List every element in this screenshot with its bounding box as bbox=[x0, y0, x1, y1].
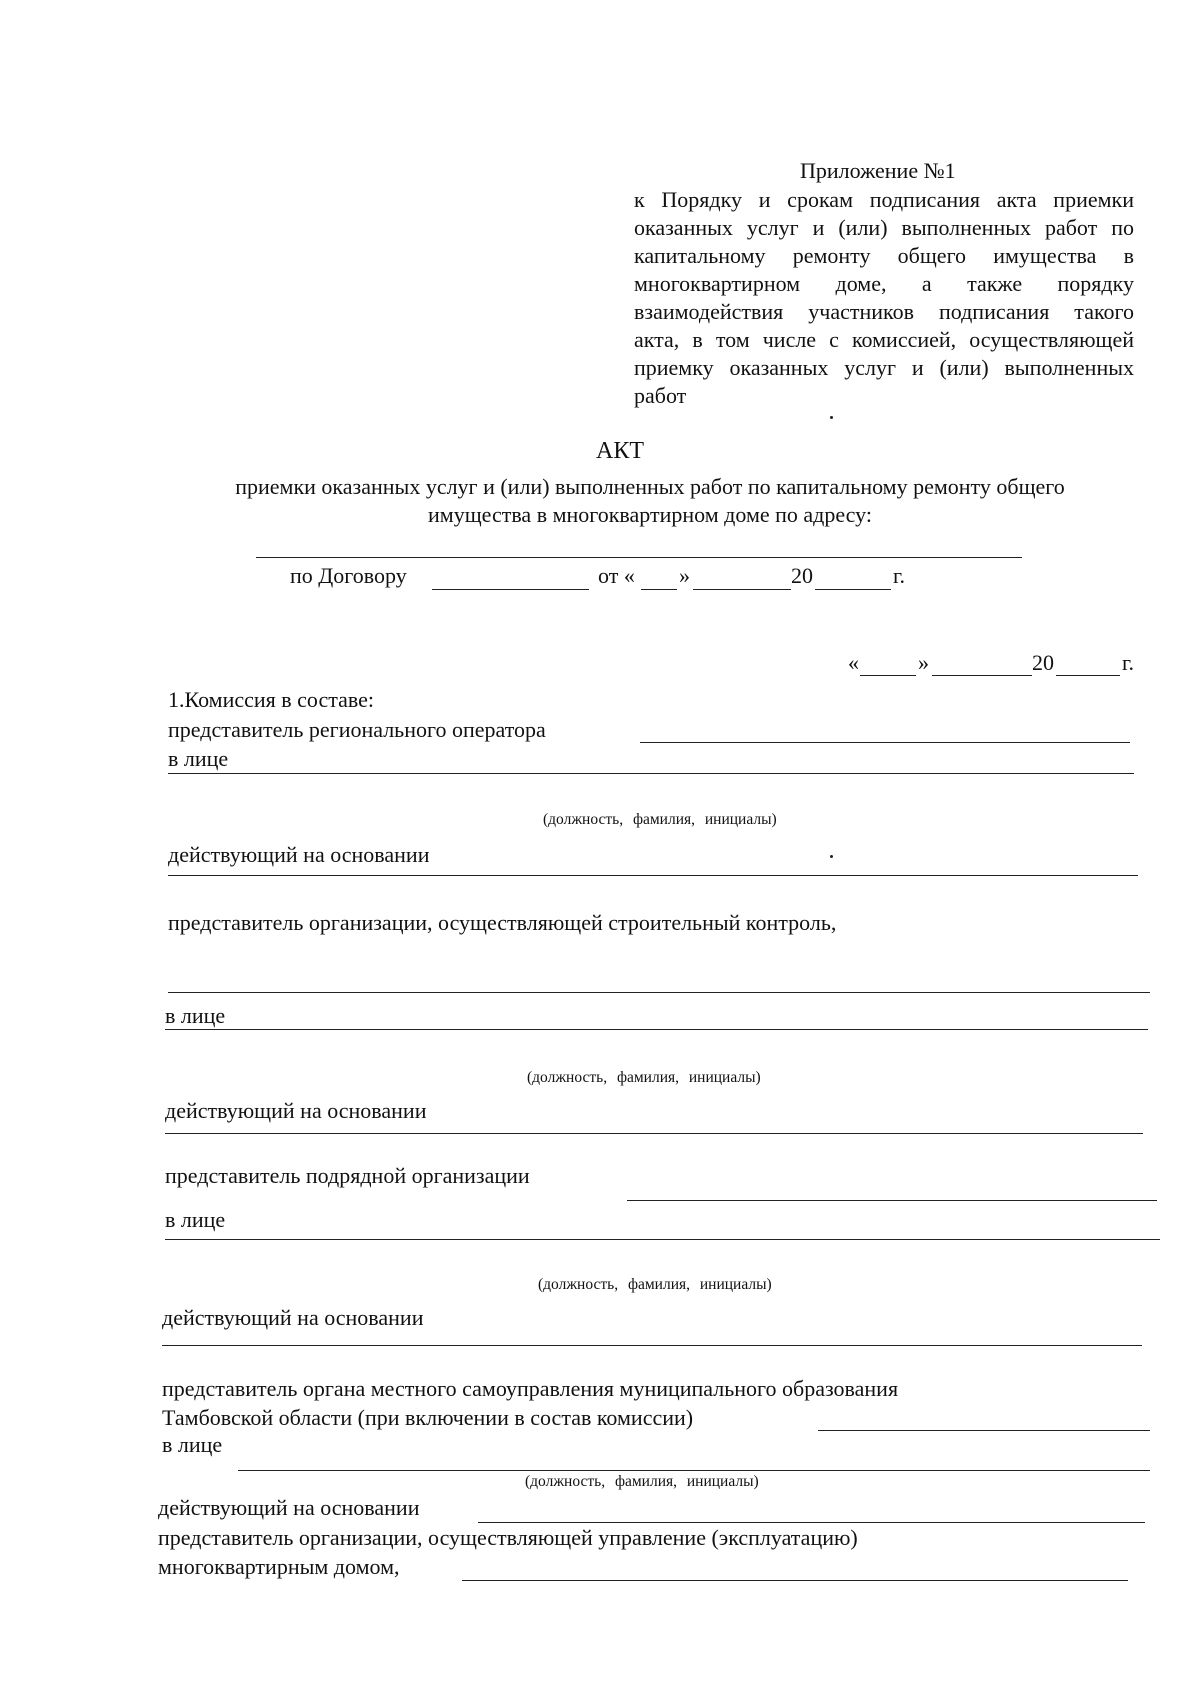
construction-control-basis-blank[interactable] bbox=[165, 1133, 1143, 1134]
regional-operator-in-person-label: в лице bbox=[168, 746, 229, 771]
date-close-quote: » bbox=[918, 650, 929, 675]
date-year-blank[interactable] bbox=[1056, 675, 1120, 676]
regional-operator-basis-blank[interactable] bbox=[168, 875, 1138, 876]
local-gov-blank[interactable] bbox=[818, 1430, 1150, 1431]
contractor-in-person-label: в лице bbox=[165, 1207, 226, 1232]
local-gov-in-person-label: в лице bbox=[162, 1432, 223, 1457]
contract-from-label: от « bbox=[598, 563, 635, 588]
management-label-line1: представитель организации, осуществляющей управление (эксплуатацию) bbox=[158, 1525, 858, 1550]
regional-operator-label: представитель регионального оператора bbox=[168, 717, 546, 742]
contract-label: по Договору bbox=[290, 563, 407, 588]
act-subtitle-line2: имущества в многоквартирном доме по адресу: bbox=[428, 502, 872, 527]
management-label-line2: многоквартирным домом, bbox=[158, 1554, 400, 1579]
local-gov-basis-label: действующий на основании bbox=[158, 1495, 420, 1520]
act-title: АКТ bbox=[596, 438, 644, 464]
appendix-title: Приложение №1 bbox=[800, 158, 956, 183]
date-day-blank[interactable] bbox=[860, 675, 916, 676]
contractor-basis-blank[interactable] bbox=[162, 1345, 1142, 1346]
appendix-line: взаимодействия участников подписания такого bbox=[634, 299, 1134, 324]
address-blank-line[interactable] bbox=[256, 557, 1022, 558]
construction-control-label: представитель организации, осуществляющей строительный контроль, bbox=[168, 910, 837, 935]
appendix-line: к Порядку и срокам подписания акта приемки bbox=[634, 187, 1134, 212]
construction-control-blank[interactable] bbox=[168, 992, 1150, 993]
appendix-line: работ bbox=[634, 383, 687, 408]
contract-year-blank[interactable] bbox=[815, 589, 891, 590]
construction-control-basis-label: действующий на основании bbox=[165, 1098, 427, 1123]
regional-operator-basis-label: действующий на основании bbox=[168, 842, 430, 867]
contractor-blank[interactable] bbox=[627, 1200, 1157, 1201]
appendix-line: оказанных услуг и (или) выполненных работ по bbox=[634, 215, 1134, 240]
position-hint: (должность, фамилия, инициалы) bbox=[543, 811, 777, 828]
contract-year-prefix: 20 bbox=[791, 563, 813, 588]
contractor-in-person-blank[interactable] bbox=[165, 1239, 1160, 1240]
appendix-text bbox=[634, 186, 1134, 410]
regional-operator-blank[interactable] bbox=[640, 742, 1130, 743]
local-gov-basis-blank[interactable] bbox=[478, 1522, 1145, 1523]
contract-number-blank[interactable] bbox=[432, 589, 589, 590]
contractor-basis-label: действующий на основании bbox=[162, 1305, 424, 1330]
scan-speck bbox=[830, 416, 833, 419]
date-month-blank[interactable] bbox=[932, 675, 1032, 676]
contract-day-blank[interactable] bbox=[641, 589, 677, 590]
position-hint: (должность, фамилия, инициалы) bbox=[538, 1276, 772, 1293]
local-gov-in-person-blank[interactable] bbox=[238, 1470, 1150, 1471]
appendix-line: приемку оказанных услуг и (или) выполненных bbox=[634, 355, 1134, 380]
position-hint: (должность, фамилия, инициалы) bbox=[527, 1069, 761, 1086]
date-year-suffix: г. bbox=[1122, 650, 1135, 675]
local-gov-label-line1: представитель органа местного самоуправления муниципального образования bbox=[162, 1376, 899, 1401]
scan-speck bbox=[830, 855, 833, 858]
appendix-line: акта, в том числе с комиссией, осуществляющей bbox=[634, 327, 1134, 352]
contract-quote-close: » bbox=[679, 563, 690, 588]
management-blank[interactable] bbox=[462, 1580, 1128, 1581]
contract-month-blank[interactable] bbox=[693, 589, 791, 590]
commission-heading: 1.Комиссия в составе: bbox=[168, 687, 375, 712]
construction-control-in-person-label: в лице bbox=[165, 1003, 226, 1028]
appendix-line: капитальному ремонту общего имущества в bbox=[634, 243, 1134, 268]
contract-year-suffix: г. bbox=[893, 563, 906, 588]
construction-control-in-person-blank[interactable] bbox=[165, 1029, 1148, 1030]
regional-operator-in-person-blank[interactable] bbox=[168, 773, 1134, 774]
act-subtitle-line1: приемки оказанных услуг и (или) выполненных работ по капитальному ремонту общего bbox=[235, 474, 1065, 499]
appendix-line: многоквартирном доме, а также порядку bbox=[634, 271, 1134, 296]
contractor-label: представитель подрядной организации bbox=[165, 1163, 530, 1188]
date-year-prefix: 20 bbox=[1032, 650, 1054, 675]
position-hint: (должность, фамилия, инициалы) bbox=[525, 1473, 759, 1490]
local-gov-label-line2: Тамбовской области (при включении в состав комиссии) bbox=[162, 1405, 694, 1430]
date-open-quote: « bbox=[848, 650, 859, 675]
